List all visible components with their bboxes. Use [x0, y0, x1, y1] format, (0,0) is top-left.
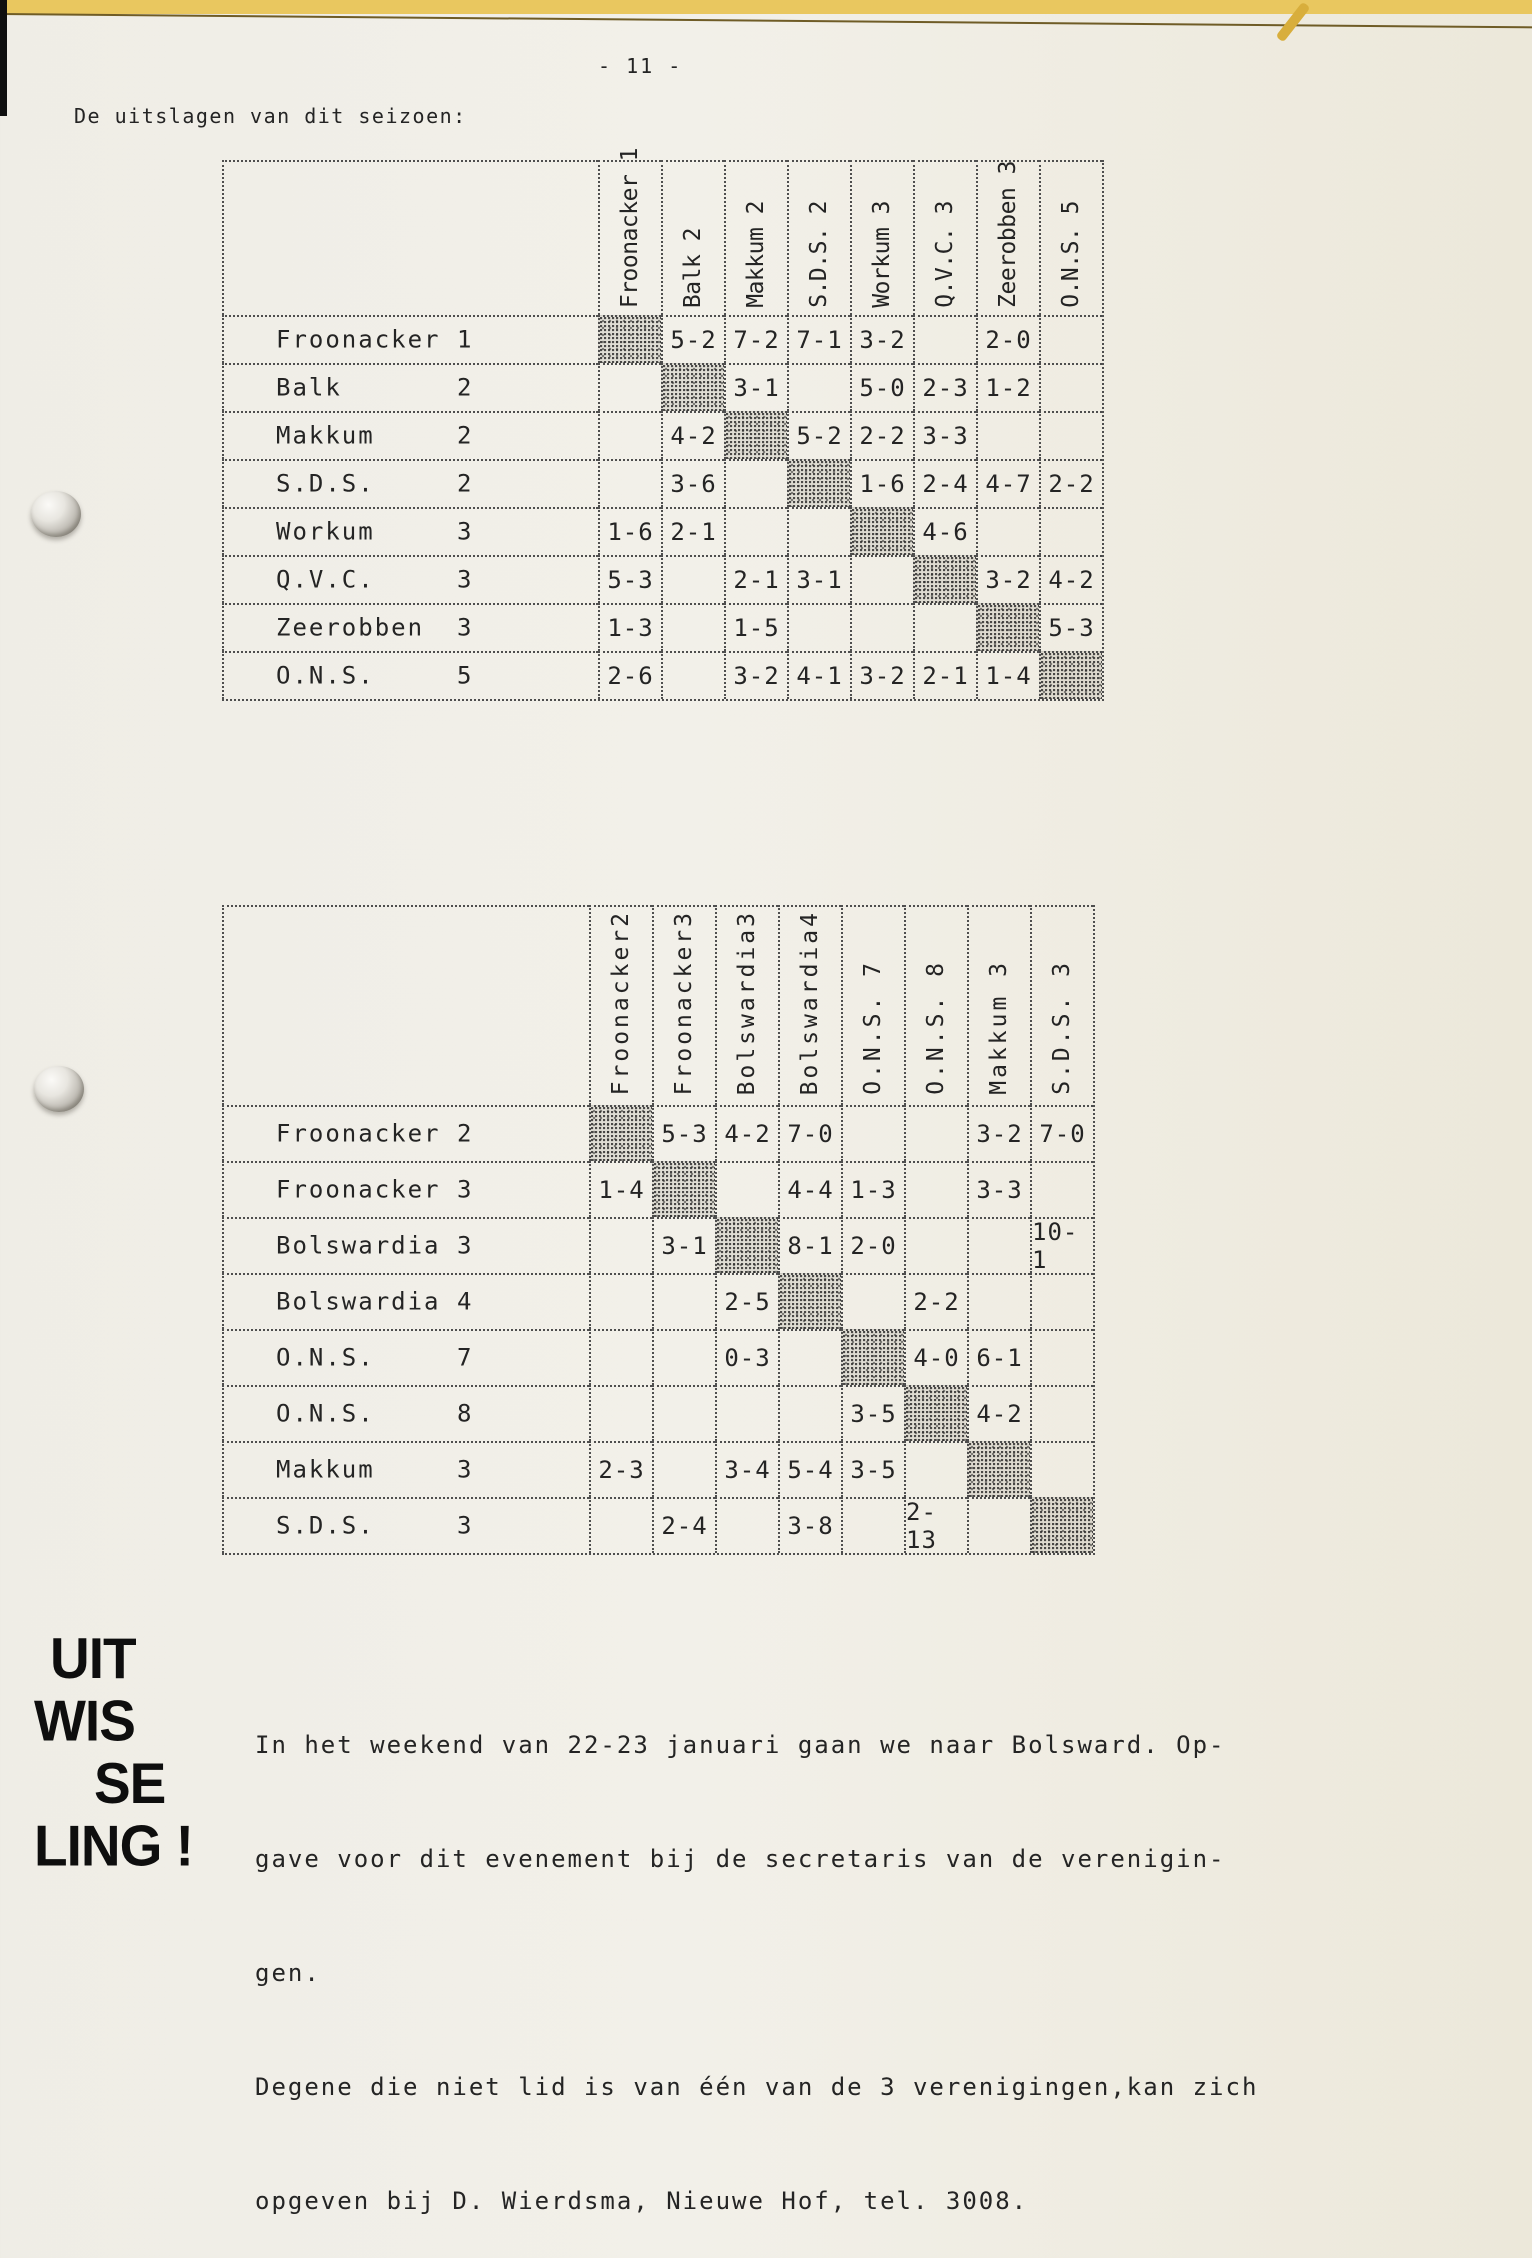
logo-line: WIS [34, 1688, 135, 1754]
column-header [967, 905, 1030, 1105]
score-cell [904, 1105, 967, 1161]
score-cell: 2-2 [850, 411, 913, 459]
results-table-2 [222, 905, 1095, 1555]
column-header-label: Makkum 3 [986, 960, 1012, 1095]
row-label [222, 1105, 589, 1161]
diagonal-cell [787, 459, 850, 507]
announcement-text [255, 1650, 1258, 2258]
score-cell: 3-1 [652, 1217, 715, 1273]
column-header [598, 147, 661, 315]
score-cell: 3-2 [850, 651, 913, 699]
score-cell: 3-2 [850, 315, 913, 363]
team-division: 2 [457, 1119, 474, 1148]
row-label [222, 1217, 589, 1273]
score-cell [652, 1329, 715, 1385]
score-cell [1039, 411, 1102, 459]
score-cell [589, 1217, 652, 1273]
score-cell [967, 1497, 1030, 1553]
team-name: Workum [276, 517, 375, 546]
score-cell [787, 603, 850, 651]
row-label [222, 1161, 589, 1217]
column-header [1030, 905, 1093, 1105]
score-cell [904, 1217, 967, 1273]
score-cell: 5-2 [661, 315, 724, 363]
score-cell [724, 507, 787, 555]
score-cell: 5-2 [787, 411, 850, 459]
punch-hole-top [31, 491, 81, 537]
score-cell: 2-2 [904, 1273, 967, 1329]
score-cell: 3-5 [841, 1385, 904, 1441]
score-cell [661, 603, 724, 651]
diagonal-cell [967, 1441, 1030, 1497]
team-division: 7 [457, 1343, 474, 1372]
score-cell [652, 1441, 715, 1497]
row-label [222, 411, 598, 459]
score-cell [1039, 507, 1102, 555]
row-label [222, 1273, 589, 1329]
page-edge-mark [0, 0, 7, 116]
score-cell [904, 1161, 967, 1217]
score-cell: 5-3 [1039, 603, 1102, 651]
score-cell [1030, 1329, 1093, 1385]
score-cell: 2-6 [598, 651, 661, 699]
score-cell: 8-1 [778, 1217, 841, 1273]
score-cell [1030, 1273, 1093, 1329]
note-line: Degene die niet lid is van één van de 3 verenigingen,kan zich [255, 2073, 1259, 2101]
score-cell: 3-4 [715, 1441, 778, 1497]
score-cell [1030, 1385, 1093, 1441]
score-cell: 5-4 [778, 1441, 841, 1497]
column-header-label: O.N.S. 8 [923, 960, 949, 1095]
diagonal-cell [778, 1273, 841, 1329]
score-cell: 7-2 [724, 315, 787, 363]
team-name: O.N.S. [276, 661, 375, 690]
diagonal-cell [715, 1217, 778, 1273]
score-cell: 3-3 [967, 1161, 1030, 1217]
team-division: 2 [457, 373, 474, 402]
team-division: 4 [457, 1287, 474, 1316]
row-label [222, 651, 598, 699]
score-cell: 2-2 [1039, 459, 1102, 507]
diagonal-cell [850, 507, 913, 555]
score-cell: 7-1 [787, 315, 850, 363]
team-division: 1 [457, 325, 474, 354]
note-line: gen. [255, 1959, 321, 1987]
score-cell [589, 1385, 652, 1441]
diagonal-cell [841, 1329, 904, 1385]
results-table-1 [222, 147, 1104, 701]
note-line: opgeven bij D. Wierdsma, Nieuwe Hof, tel. 3008. [255, 2187, 1029, 2215]
score-cell: 3-3 [913, 411, 976, 459]
score-cell: 1-4 [976, 651, 1039, 699]
score-cell: 5-3 [652, 1105, 715, 1161]
diagonal-cell [598, 315, 661, 363]
team-name: O.N.S. [276, 1399, 375, 1428]
score-cell: 4-0 [904, 1329, 967, 1385]
score-cell: 2-4 [913, 459, 976, 507]
team-division: 3 [457, 565, 474, 594]
score-cell: 1-3 [841, 1161, 904, 1217]
uitwisseling-logo [34, 1627, 224, 1877]
score-cell: 5-3 [598, 555, 661, 603]
column-header [850, 160, 913, 315]
column-header [778, 905, 841, 1105]
score-cell: 2-1 [724, 555, 787, 603]
score-cell: 10-1 [1030, 1217, 1093, 1273]
row-label [222, 507, 598, 555]
score-cell: 2-13 [904, 1497, 967, 1553]
column-header [841, 905, 904, 1105]
row-label [222, 459, 598, 507]
column-header-label: Zeerobben 3 [995, 161, 1021, 308]
matrix-corner [222, 905, 589, 1105]
column-header-label: Workum 3 [869, 201, 895, 308]
score-cell [787, 363, 850, 411]
note-line: gave voor dit evenement bij de secretaris van de verenigin- [255, 1845, 1226, 1873]
page-title: De uitslagen van dit seizoen: [74, 104, 467, 128]
score-cell [598, 459, 661, 507]
score-cell: 4-2 [967, 1385, 1030, 1441]
score-cell: 1-4 [589, 1161, 652, 1217]
column-header-label: Froonacker3 [671, 909, 697, 1095]
score-cell [715, 1497, 778, 1553]
score-cell: 4-2 [715, 1105, 778, 1161]
team-division: 3 [457, 1175, 474, 1204]
score-cell: 3-1 [787, 555, 850, 603]
score-cell: 1-3 [598, 603, 661, 651]
column-header [589, 905, 652, 1105]
row-label [222, 315, 598, 363]
score-cell: 4-2 [1039, 555, 1102, 603]
row-label [222, 363, 598, 411]
team-division: 3 [457, 517, 474, 546]
score-cell [598, 363, 661, 411]
score-cell [850, 603, 913, 651]
score-cell: 2-3 [913, 363, 976, 411]
score-cell: 3-6 [661, 459, 724, 507]
diagonal-cell [1039, 651, 1102, 699]
score-cell: 4-1 [787, 651, 850, 699]
column-header [976, 160, 1039, 315]
row-label [222, 1441, 589, 1497]
score-cell [967, 1217, 1030, 1273]
score-cell: 3-5 [841, 1441, 904, 1497]
score-cell: 4-6 [913, 507, 976, 555]
team-division: 2 [457, 421, 474, 450]
score-cell [1039, 363, 1102, 411]
score-cell [661, 651, 724, 699]
score-cell [841, 1105, 904, 1161]
team-name: Q.V.C. [276, 565, 375, 594]
column-header-label: Q.V.C. 3 [932, 201, 958, 308]
team-division: 3 [457, 1231, 474, 1260]
team-name: Froonacker [276, 1175, 441, 1204]
column-header-label: Bolswardia4 [797, 909, 823, 1095]
score-cell [1030, 1441, 1093, 1497]
team-division: 3 [457, 1511, 474, 1540]
diagonal-cell [976, 603, 1039, 651]
score-cell [976, 411, 1039, 459]
column-header [787, 160, 850, 315]
score-cell [904, 1441, 967, 1497]
column-header-label: Froonacker2 [608, 909, 634, 1095]
team-name: S.D.S. [276, 1511, 375, 1540]
team-division: 5 [457, 661, 474, 690]
score-cell [589, 1497, 652, 1553]
team-name: S.D.S. [276, 469, 375, 498]
score-cell: 1-6 [598, 507, 661, 555]
column-header [904, 905, 967, 1105]
score-cell [724, 459, 787, 507]
score-cell [652, 1385, 715, 1441]
score-cell: 2-0 [841, 1217, 904, 1273]
column-header-label: Balk 2 [680, 227, 706, 308]
matrix-corner [222, 160, 598, 315]
score-cell: 3-8 [778, 1497, 841, 1553]
team-name: Froonacker [276, 1119, 441, 1148]
row-label [222, 603, 598, 651]
column-header [661, 160, 724, 315]
team-name: Balk [276, 373, 342, 402]
score-cell [976, 507, 1039, 555]
score-cell [715, 1385, 778, 1441]
logo-line: UIT [50, 1626, 136, 1691]
note-line: In het weekend van 22-23 januari gaan we naar Bolsward. Op- [255, 1731, 1226, 1759]
team-name: Froonacker [276, 325, 441, 354]
column-header-label: O.N.S. 5 [1058, 201, 1084, 308]
column-header [715, 905, 778, 1105]
score-cell [787, 507, 850, 555]
team-name: Bolswardia [276, 1231, 441, 1260]
score-cell [661, 555, 724, 603]
score-cell [841, 1497, 904, 1553]
score-cell: 5-0 [850, 363, 913, 411]
score-cell [913, 603, 976, 651]
column-header-label: Bolswardia3 [734, 909, 760, 1095]
score-cell: 3-1 [724, 363, 787, 411]
score-cell: 2-0 [976, 315, 1039, 363]
diagonal-cell [661, 363, 724, 411]
row-label [222, 1329, 589, 1385]
team-name: Zeerobben [276, 613, 425, 642]
team-division: 3 [457, 613, 474, 642]
score-cell: 2-3 [589, 1441, 652, 1497]
score-cell: 2-1 [661, 507, 724, 555]
column-header-label: Froonacker 1 [617, 147, 643, 308]
score-cell [1039, 315, 1102, 363]
score-cell [715, 1161, 778, 1217]
score-cell: 2-5 [715, 1273, 778, 1329]
score-cell [913, 315, 976, 363]
row-label [222, 1385, 589, 1441]
column-header [724, 160, 787, 315]
score-cell [850, 555, 913, 603]
score-cell: 7-0 [1030, 1105, 1093, 1161]
diagonal-cell [652, 1161, 715, 1217]
score-cell: 3-2 [724, 651, 787, 699]
score-cell: 4-7 [976, 459, 1039, 507]
score-cell: 3-2 [967, 1105, 1030, 1161]
team-name: O.N.S. [276, 1343, 375, 1372]
score-cell: 4-2 [661, 411, 724, 459]
score-cell [841, 1273, 904, 1329]
score-cell: 1-6 [850, 459, 913, 507]
row-label [222, 555, 598, 603]
diagonal-cell [589, 1105, 652, 1161]
score-cell: 7-0 [778, 1105, 841, 1161]
score-cell: 4-4 [778, 1161, 841, 1217]
column-header [1039, 160, 1102, 315]
score-cell [589, 1329, 652, 1385]
team-division: 2 [457, 469, 474, 498]
score-cell [1030, 1161, 1093, 1217]
column-header-label: Makkum 2 [743, 201, 769, 308]
score-cell: 0-3 [715, 1329, 778, 1385]
score-cell [967, 1273, 1030, 1329]
column-header [913, 160, 976, 315]
score-cell [598, 411, 661, 459]
team-division: 8 [457, 1399, 474, 1428]
score-cell [778, 1329, 841, 1385]
team-division: 3 [457, 1455, 474, 1484]
team-name: Makkum [276, 421, 375, 450]
score-cell [778, 1385, 841, 1441]
logo-line: LING ! [34, 1813, 193, 1878]
column-header-label: O.N.S. 7 [860, 960, 886, 1095]
diagonal-cell [1030, 1497, 1093, 1553]
score-cell: 1-5 [724, 603, 787, 651]
score-cell: 2-4 [652, 1497, 715, 1553]
team-name: Bolswardia [276, 1287, 441, 1316]
row-label [222, 1497, 589, 1553]
score-cell: 2-1 [913, 651, 976, 699]
diagonal-cell [904, 1385, 967, 1441]
score-cell: 6-1 [967, 1329, 1030, 1385]
punch-hole-bottom [34, 1066, 84, 1112]
diagonal-cell [913, 555, 976, 603]
diagonal-cell [724, 411, 787, 459]
column-header [652, 905, 715, 1105]
column-header-label: S.D.S. 2 [806, 201, 832, 308]
page-number: - 11 - [598, 54, 683, 78]
logo-line: SE [94, 1750, 166, 1816]
score-cell: 1-2 [976, 363, 1039, 411]
team-name: Makkum [276, 1455, 375, 1484]
column-header-label: S.D.S. 3 [1049, 960, 1075, 1095]
score-cell: 3-2 [976, 555, 1039, 603]
score-cell [589, 1273, 652, 1329]
score-cell [652, 1273, 715, 1329]
